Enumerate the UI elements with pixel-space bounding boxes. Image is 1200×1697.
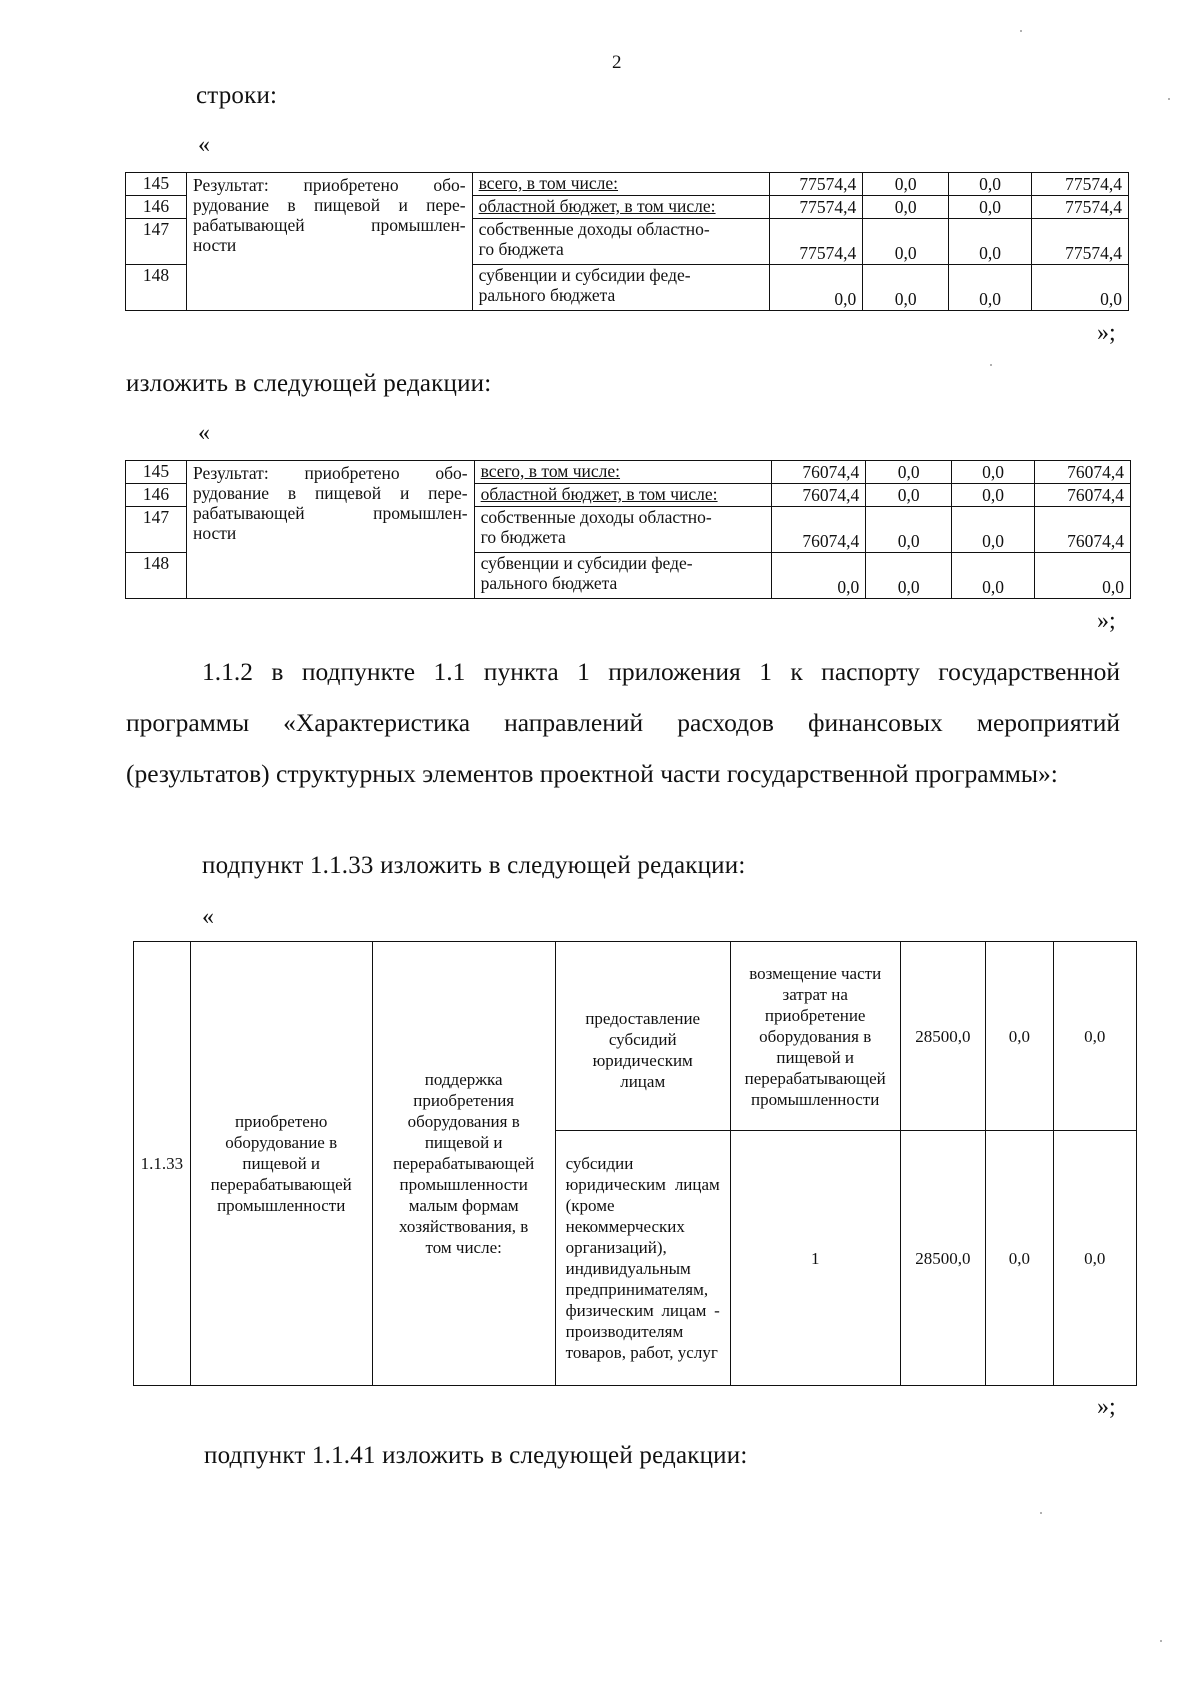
table-1-1-33 xyxy=(133,941,1137,1386)
row-label: всего, в том числе: xyxy=(472,173,770,196)
row-label-line: го бюджета xyxy=(478,239,564,259)
scan-speck xyxy=(1160,1640,1162,1642)
row-number: 145 xyxy=(126,173,187,196)
row-number: 146 xyxy=(126,484,187,507)
row-number: 147 xyxy=(126,219,187,265)
value-cell: 0,0 xyxy=(952,461,1035,484)
result-cell: приобретено оборудование в пищевой и перерабатывающей промышленности xyxy=(190,942,372,1386)
value-cell: 0,0 xyxy=(866,484,952,507)
value-cell: 0,0 xyxy=(949,173,1032,196)
value-cell: 0,0 xyxy=(1053,1131,1136,1386)
result-cell xyxy=(186,173,472,311)
close-quote: »; xyxy=(1097,1394,1116,1420)
result-line: Результат: приобретено обо- xyxy=(192,175,466,195)
purpose-cell: возмещение части затрат на приобретение оборудования в пищевой и перерабатывающей промышленности xyxy=(730,942,900,1131)
scan-speck xyxy=(990,364,992,366)
value-cell: 0,0 xyxy=(949,265,1032,311)
row-number: 148 xyxy=(126,265,187,311)
value-cell: 76074,4 xyxy=(1035,507,1131,553)
row-number: 146 xyxy=(126,196,187,219)
value-cell: 0,0 xyxy=(1032,265,1129,311)
replace-phrase: изложить в следующей редакции: xyxy=(126,370,492,397)
value-cell: 0,0 xyxy=(772,553,866,599)
value-cell: 0,0 xyxy=(863,219,949,265)
value-cell: 76074,4 xyxy=(772,484,866,507)
value-cell: 77574,4 xyxy=(1032,219,1129,265)
value-cell: 76074,4 xyxy=(1035,484,1131,507)
value-cell: 76074,4 xyxy=(772,507,866,553)
value-cell: 0,0 xyxy=(866,507,952,553)
value-cell: 76074,4 xyxy=(1035,461,1131,484)
value-cell: 77574,4 xyxy=(770,196,863,219)
value-cell: 0,0 xyxy=(1053,942,1136,1131)
direction-cell: предоставление субсидий юридическим лицам xyxy=(555,942,730,1131)
scan-speck xyxy=(1168,98,1170,100)
open-quote: « xyxy=(198,420,210,446)
result-line: рабатывающей промышлен- xyxy=(192,215,466,235)
value-cell: 0,0 xyxy=(863,196,949,219)
row-label xyxy=(474,507,772,553)
result-line: Результат: приобретено обо- xyxy=(192,463,468,483)
result-line: рудование в пищевой и пере- xyxy=(192,483,468,503)
paragraph-1-1-2: 1.1.2 в подпункте 1.1 пункта 1 приложения 1 к паспорту государственной программы «Характеристика направлений расходов финансовых мероприятий (результатов) структурных элементов проектной части государственной программы»: xyxy=(126,657,1120,788)
row-label: всего, в том числе: xyxy=(474,461,772,484)
value-cell: 0,0 xyxy=(866,461,952,484)
value-cell: 0,0 xyxy=(952,507,1035,553)
recipients-cell: субсидии юридическим лицам (кроме некоммерческих организаций), индивидуальным предпринимателям, физическим лицам - производителям товаров, работ, услуг xyxy=(555,1131,730,1386)
value-cell: 0,0 xyxy=(1035,553,1131,599)
row-label: областной бюджет, в том числе: xyxy=(474,484,772,507)
row-label-line: рального бюджета xyxy=(478,285,616,305)
result-cell xyxy=(186,461,474,599)
value-cell: 0,0 xyxy=(952,553,1035,599)
row-label xyxy=(472,265,770,311)
row-number: 147 xyxy=(126,507,187,553)
value-cell: 28500,0 xyxy=(900,1131,986,1386)
value-cell: 0,0 xyxy=(863,173,949,196)
row-label-line: собственные доходы областно- xyxy=(480,507,712,527)
scan-speck xyxy=(1040,1512,1042,1514)
result-line: рудование в пищевой и пере- xyxy=(192,195,466,215)
table-row xyxy=(134,942,1137,1131)
row-label-line: субвенции и субсидии феде- xyxy=(480,553,693,573)
intro-word: строки: xyxy=(196,82,278,109)
value-cell: 77574,4 xyxy=(770,173,863,196)
row-label-line: го бюджета xyxy=(480,527,566,547)
value-cell: 0,0 xyxy=(986,1131,1053,1386)
measure-cell: поддержка приобретения оборудования в пищевой и перерабатывающей промышленности малым формам хозяйствования, в том числе: xyxy=(372,942,555,1386)
subclause-1-1-41: подпункт 1.1.41 изложить в следующей редакции: xyxy=(204,1442,748,1469)
result-line: рабатывающей промышлен- xyxy=(192,503,468,523)
table-old-version xyxy=(125,172,1129,311)
value-cell: 0,0 xyxy=(770,265,863,311)
scan-speck xyxy=(1020,30,1022,32)
value-cell: 0,0 xyxy=(986,942,1053,1131)
table-new-version xyxy=(125,460,1131,599)
row-label xyxy=(474,553,772,599)
count-cell: 1 xyxy=(730,1131,900,1386)
value-cell: 76074,4 xyxy=(772,461,866,484)
row-label: областной бюджет, в том числе: xyxy=(472,196,770,219)
subclause-1-1-33: подпункт 1.1.33 изложить в следующей редакции: xyxy=(202,852,746,879)
value-cell: 0,0 xyxy=(949,219,1032,265)
value-cell: 28500,0 xyxy=(900,942,986,1131)
table-row xyxy=(126,173,1129,196)
row-number: 145 xyxy=(126,461,187,484)
value-cell: 0,0 xyxy=(949,196,1032,219)
row-label-line: рального бюджета xyxy=(480,573,618,593)
item-code: 1.1.33 xyxy=(134,942,191,1386)
result-line: ности xyxy=(192,235,237,255)
value-cell: 77574,4 xyxy=(1032,173,1129,196)
result-line: ности xyxy=(192,523,237,543)
value-cell: 77574,4 xyxy=(1032,196,1129,219)
row-label-line: субвенции и субсидии феде- xyxy=(478,265,691,285)
close-quote: »; xyxy=(1097,320,1116,346)
row-label xyxy=(472,219,770,265)
page-number: 2 xyxy=(612,52,622,73)
value-cell: 0,0 xyxy=(952,484,1035,507)
value-cell: 77574,4 xyxy=(770,219,863,265)
value-cell: 0,0 xyxy=(866,553,952,599)
open-quote: « xyxy=(202,904,214,930)
open-quote: « xyxy=(198,132,210,158)
row-number: 148 xyxy=(126,553,187,599)
close-quote: »; xyxy=(1097,608,1116,634)
table-row xyxy=(126,461,1131,484)
row-label-line: собственные доходы областно- xyxy=(478,219,710,239)
value-cell: 0,0 xyxy=(863,265,949,311)
